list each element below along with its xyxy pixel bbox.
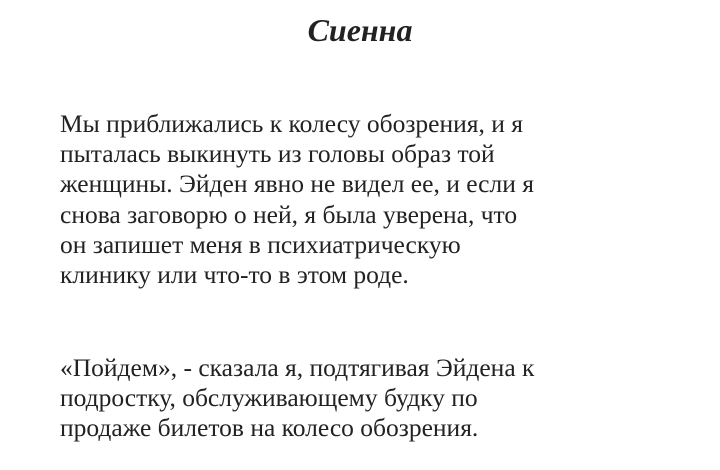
paragraph-line: клинику или что-то в этом роде.	[60, 260, 409, 290]
paragraph-line: женщины. Эйден явно не видел ее, и если я	[60, 169, 534, 199]
chapter-title: Сиенна	[307, 12, 413, 48]
paragraph-line: Мы приближались к колесу обозрения, и я	[60, 109, 523, 138]
paragraph-line: продаже билетов на колесо обозрения.	[60, 413, 479, 443]
paragraph-line: «Пойдем», - сказала я, подтягивая Эйдена к	[60, 353, 535, 382]
paragraph-line: он запишет меня в психиатрическую	[60, 229, 461, 259]
paragraph-line: пыталась выкинуть из головы образ той	[60, 139, 495, 169]
paragraph-line: снова заговорю о ней, я была уверена, что	[60, 199, 518, 229]
paragraph-1	[60, 109, 700, 290]
paragraph-line: подростку, обслуживающему будку по	[60, 383, 478, 413]
paragraph-2	[60, 353, 700, 444]
